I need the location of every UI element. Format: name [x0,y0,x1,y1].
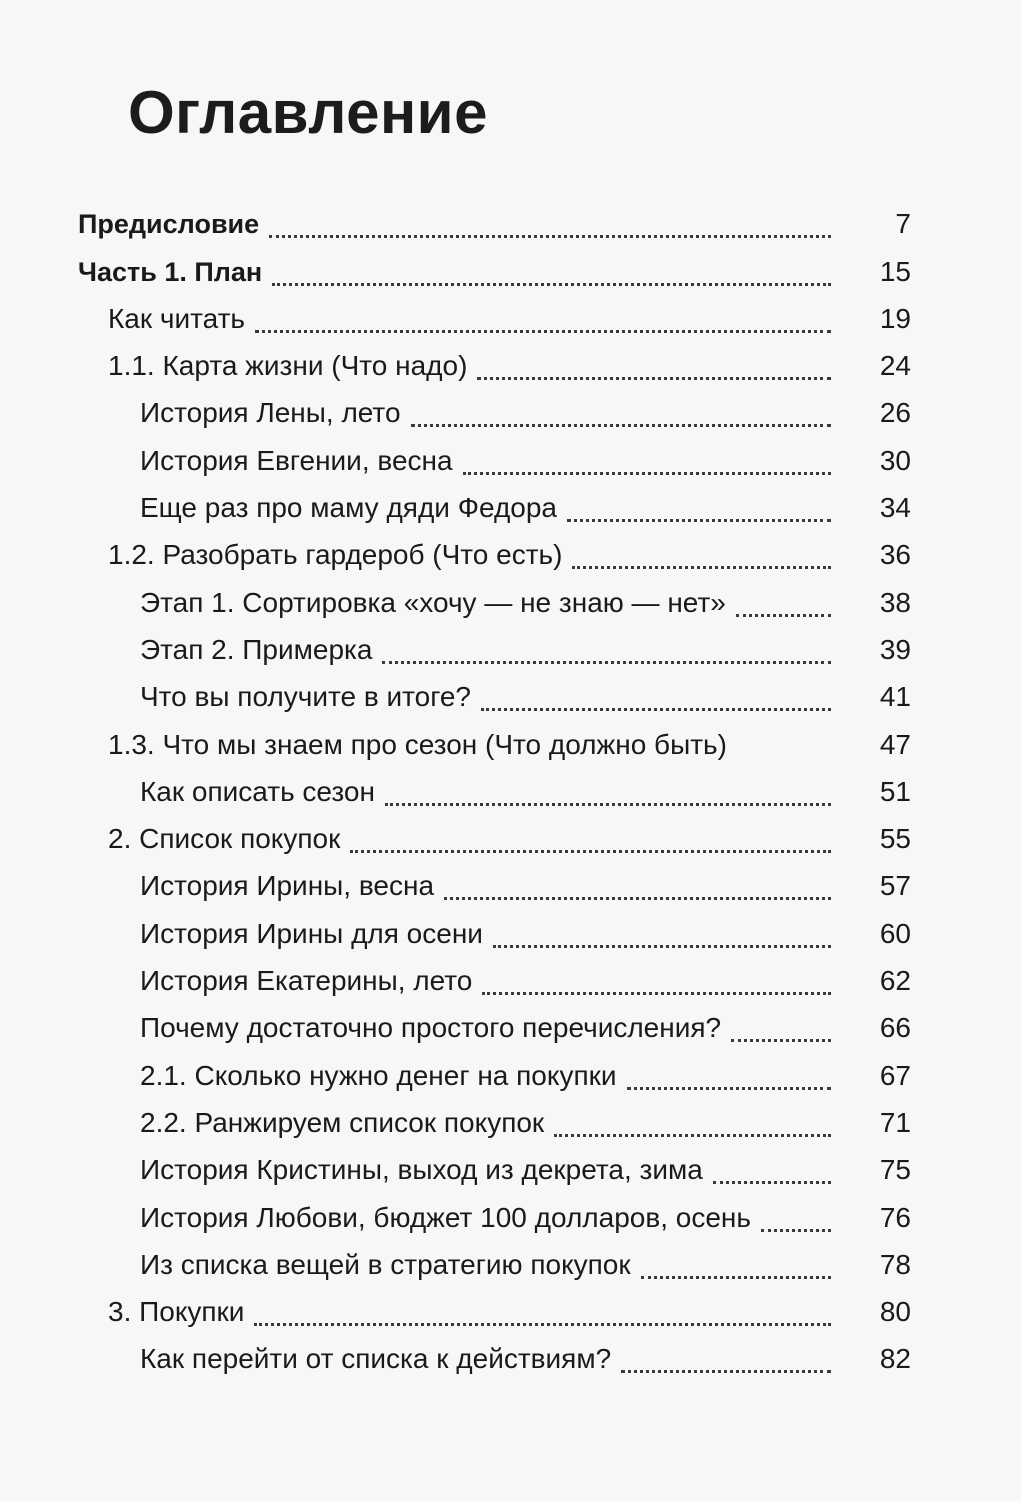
dot-leader [627,1056,832,1096]
toc-entry [0,575,1021,622]
toc-entry-page: 24 [879,350,911,382]
toc-entry-page: 75 [879,1154,911,1186]
toc-entry-label: Что вы получите в итоге? [140,677,481,717]
dot-leader [255,299,831,339]
dot-leader [737,725,831,765]
toc-entry [0,1096,1021,1143]
table-of-contents [0,197,1021,1379]
toc-entry-label: Как описать сезон [140,772,385,812]
dot-leader [567,488,831,528]
dot-leader [482,961,831,1001]
dot-leader [713,1150,831,1190]
toc-entry-label: Часть 1. План [78,252,272,292]
dot-leader [572,535,831,575]
toc-entry-label: Как перейти от списка к действиям? [140,1339,621,1379]
toc-entry-page: 7 [895,208,911,240]
toc-entry [0,1285,1021,1332]
toc-entry-page: 41 [879,681,911,713]
toc-entry [0,386,1021,433]
toc-entry-label: История Ирины для осени [140,914,493,954]
dot-leader [411,393,831,433]
dot-leader [269,204,831,244]
toc-entry-page: 26 [879,397,911,429]
dot-leader [272,252,831,292]
toc-entry [0,1001,1021,1048]
toc-entry-label: 2.1. Сколько нужно денег на покупки [140,1056,627,1096]
toc-entry-label: Как читать [108,299,255,339]
toc-entry-label: 1.2. Разобрать гардероб (Что есть) [108,535,572,575]
toc-entry-page: 82 [879,1343,911,1375]
toc-entry [0,859,1021,906]
toc-entry [0,1143,1021,1190]
toc-entry-page: 76 [879,1201,911,1233]
toc-entry-label: История Лены, лето [140,393,411,433]
toc-entry [0,954,1021,1001]
toc-entry [0,765,1021,812]
toc-entry [0,292,1021,339]
dot-leader [736,583,831,623]
dot-leader [761,1198,831,1238]
dot-leader [444,866,831,906]
toc-entry-label: 2. Список покупок [108,819,350,859]
dot-leader [382,630,831,670]
toc-entry-label: История Любови, бюджет 100 долларов, осень [140,1198,761,1238]
toc-entry [0,244,1021,291]
dot-leader [385,772,831,812]
toc-entry [0,1238,1021,1285]
dot-leader [554,1103,831,1143]
dot-leader [350,819,831,859]
toc-entry-page: 19 [879,302,911,334]
toc-entry-label: История Ирины, весна [140,866,444,906]
toc-entry-page: 39 [879,633,911,665]
toc-entry-page: 47 [879,728,911,760]
toc-entry-page: 36 [879,539,911,571]
toc-entry-label: Этап 2. Примерка [140,630,382,670]
toc-entry-label: 1.1. Карта жизни (Что надо) [108,346,477,386]
toc-entry [0,1190,1021,1237]
toc-entry-page: 57 [879,870,911,902]
toc-entry [0,1048,1021,1095]
toc-entry-page: 55 [879,823,911,855]
toc-entry-label: Этап 1. Сортировка «хочу — не знаю — нет» [140,583,736,623]
toc-entry-label: История Кристины, выход из декрета, зима [140,1150,713,1190]
toc-entry [0,812,1021,859]
toc-entry [0,906,1021,953]
toc-entry [0,670,1021,717]
toc-entry-page: 15 [879,255,911,287]
toc-entry-label: История Евгении, весна [140,441,463,481]
toc-entry-label: 2.2. Ранжируем список покупок [140,1103,554,1143]
toc-entry-page: 67 [879,1059,911,1091]
dot-leader [621,1339,831,1379]
toc-entry-page: 80 [879,1296,911,1328]
toc-entry-page: 62 [879,965,911,997]
page-title: Оглавление [128,79,488,146]
dot-leader [481,677,831,717]
toc-entry-label: История Екатерины, лето [140,961,482,1001]
toc-entry-page: 34 [879,492,911,524]
toc-entry-page: 60 [879,917,911,949]
toc-entry-page: 30 [879,444,911,476]
toc-entry [0,717,1021,764]
toc-entry-label: 3. Покупки [108,1292,254,1332]
toc-entry [0,623,1021,670]
toc-entry-page: 71 [879,1106,911,1138]
toc-entry [0,528,1021,575]
toc-entry [0,197,1021,244]
toc-entry-label: 1.3. Что мы знаем про сезон (Что должно быть) [108,725,737,765]
dot-leader [463,441,831,481]
toc-entry [0,433,1021,480]
toc-entry-page: 78 [879,1248,911,1280]
dot-leader [641,1245,831,1285]
toc-entry [0,1332,1021,1379]
toc-entry-label: Предисловие [78,204,269,244]
dot-leader [477,346,831,386]
dot-leader [731,1008,831,1048]
toc-entry-label: Из списка вещей в стратегию покупок [140,1245,641,1285]
toc-entry-label: Еще раз про маму дяди Федора [140,488,567,528]
toc-entry-page: 38 [879,586,911,618]
toc-entry [0,481,1021,528]
toc-entry-label: Почему достаточно простого перечисления? [140,1008,731,1048]
toc-entry-page: 51 [879,775,911,807]
toc-entry-page: 66 [879,1012,911,1044]
dot-leader [493,914,831,954]
toc-entry [0,339,1021,386]
dot-leader [254,1292,831,1332]
